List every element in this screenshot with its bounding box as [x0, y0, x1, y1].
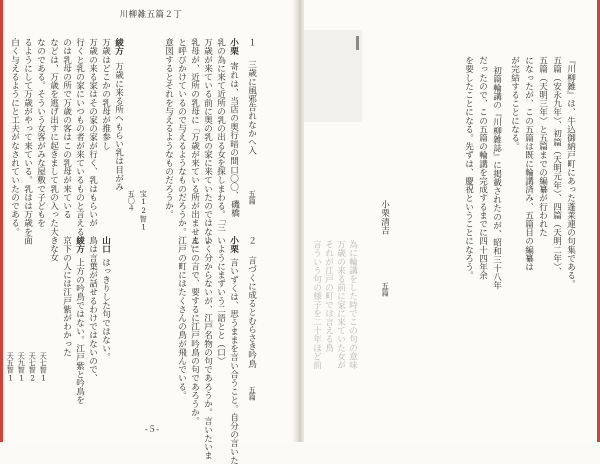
ghost-column-2: 万歳の来る前に家に来ていた女が	[335, 240, 346, 369]
entry1-commentator1-line2: 乳の為に来て近所の乳の出る女を探しまわる。「三	[215, 38, 226, 232]
entry2-tag: 五篇	[248, 386, 258, 401]
ghost-column-4: 言ういう句の様子を二十年ほど前	[311, 240, 322, 369]
ghost-column-1: 為に輪講をした時でこの句の意味	[347, 240, 358, 369]
entry1-commentator2-name: 綾方	[113, 38, 124, 56]
left-page	[0, 0, 296, 464]
show-through-top	[304, 30, 362, 122]
entry2-commentator2-line2: 鳥は言葉が話せるわけではないので、	[87, 236, 98, 383]
entry1-number: １	[246, 38, 257, 47]
entry1-commentator2-line5: のは乳母の所で万歳の客はこの乳母が来ている	[61, 38, 72, 219]
entry2-commentator3-name: 綾方	[74, 236, 85, 254]
entry1-commentator1-line5: と呼びかけているので与えるようなものだろうか。	[176, 38, 187, 236]
entry1-source: 宝12智1	[139, 190, 149, 232]
entry1-commentator2-line7: なのである。そういう女客がみな屋敷で子どもを	[35, 38, 46, 228]
entry2-commentator2-line1: はっきりした句ではない。	[100, 258, 111, 362]
entry1-commentator1-line3: 万歳が来ている前に奥の乳の家に来ていたのではない	[202, 38, 213, 245]
entry2-source1: 天七智1	[39, 352, 49, 383]
intro-column-8: を要したことになる。先ずは、慶祝ということになろう。	[463, 56, 474, 280]
intro-column-4: になったが、この五篇は既に輪講済み、五篇目の編纂は	[523, 56, 534, 271]
entry1-commentator2-line1: 万歳に来る所へもらい乳は目がみ	[113, 62, 124, 191]
entry2-commentator1-line3: よく分からないが、江戸名物の句であろうか。言いたいま	[202, 236, 213, 460]
entry1-commentator1-line1: 寄れは、当店の奥行暗の間口〇〇、	[228, 62, 239, 200]
author-name: 小栗清吉	[379, 200, 390, 235]
entry1-verse: 三歳に風邪告れなかへ入	[246, 60, 257, 155]
entry2-commentator1-line5: 江戸の町にはたくさんの鳥が飛んでいる。	[176, 236, 187, 400]
entry1-commentator2-line6: などは、万歳を逃げ出すに起きまして乳の入った大きな女	[48, 38, 59, 262]
entry1-commentator2-line4: 行くと乳の家にいつもの者が来ているものと言える	[74, 38, 85, 236]
entry2-verse: 言づくに成るとむらさき吟鳥	[246, 256, 257, 368]
entry1-commentator2-line3: 万歳の来る家はその家の家が行く、乳はもらいが	[87, 38, 98, 228]
entry2-commentator3-line2: 京下の人には江戸紫がわかった	[61, 236, 72, 357]
entry2-source4: 天五智1	[6, 352, 16, 383]
entry2-commentator3-line1: 上方の吟鳥ではない。江戸紫と吟鳥を	[74, 258, 85, 405]
entry2-commentator1-name: 小栗	[228, 236, 239, 254]
intro-column-7: だったので、この五篇の輪講を完成するまでに四十四年余	[477, 56, 488, 280]
entry1-commentator1-line6: 意図するとそれを与えるようなものだろうか。	[163, 38, 174, 219]
entry2-source3: 天九智1	[17, 352, 27, 383]
entry2-commentator2-name: 山口	[100, 236, 111, 254]
page-number: ‑５‑	[144, 425, 160, 435]
intro-column-5: が完結することになる。	[509, 56, 520, 151]
left-page-edge	[0, 0, 3, 442]
ghost-column-3: それが江戸の町では言える鳥	[323, 240, 334, 352]
author-tag: 五篇	[381, 282, 391, 297]
entry1-commentator2-line9: 白く与えるようにと工夫がなされていたのである。	[9, 38, 20, 236]
right-page	[304, 0, 600, 442]
author-label: 磯橋	[229, 200, 240, 218]
entry1-source2: 五〇４	[127, 190, 137, 212]
entry1-commentator2-line2: 万歳はどこかの乳母が推参し	[100, 38, 111, 150]
entry1-commentator1-line4: 乳母が、近所の乳母に「万歳が来ている所が出ません」	[189, 38, 200, 253]
running-head: 川柳雑五篇２丁	[119, 10, 183, 20]
entry1-commentator2-line8: るようにして万歳がやって来ている。乳はは万歳を面	[22, 38, 33, 245]
entry2-source2: 天七智2	[28, 352, 38, 383]
intro-column-6: 初篇輪講の『川柳雑誌』に掲載されたのが、昭和三十八年	[491, 66, 502, 290]
intro-column-3: 五篇（天明三年）と五篇までの編纂が行われた	[537, 56, 548, 237]
entry2-number: ２	[246, 236, 257, 245]
entry2-commentator1-line4: まにの言で、要するに江戸吟鳥の句であろうか。	[189, 236, 200, 426]
intro-column-2: 五篇（安永九年）、初篇（天明元年）、四篇（天明二年）、	[551, 56, 562, 276]
show-through-mark	[356, 36, 359, 50]
entry2-commentator1-line1: 言いずくは、思うままを言い合うこと。自分の言いた	[228, 258, 239, 464]
entry2-commentator1-line2: いようにまずいう二語とと（口）	[215, 236, 226, 365]
intro-column-1: 『川柳雑』は、牛込御納戸町にあった蓬莱連の句集である。	[565, 56, 576, 289]
entry1-tag: 五篇	[248, 190, 258, 205]
entry1-commentator1-name: 小栗	[228, 38, 239, 56]
